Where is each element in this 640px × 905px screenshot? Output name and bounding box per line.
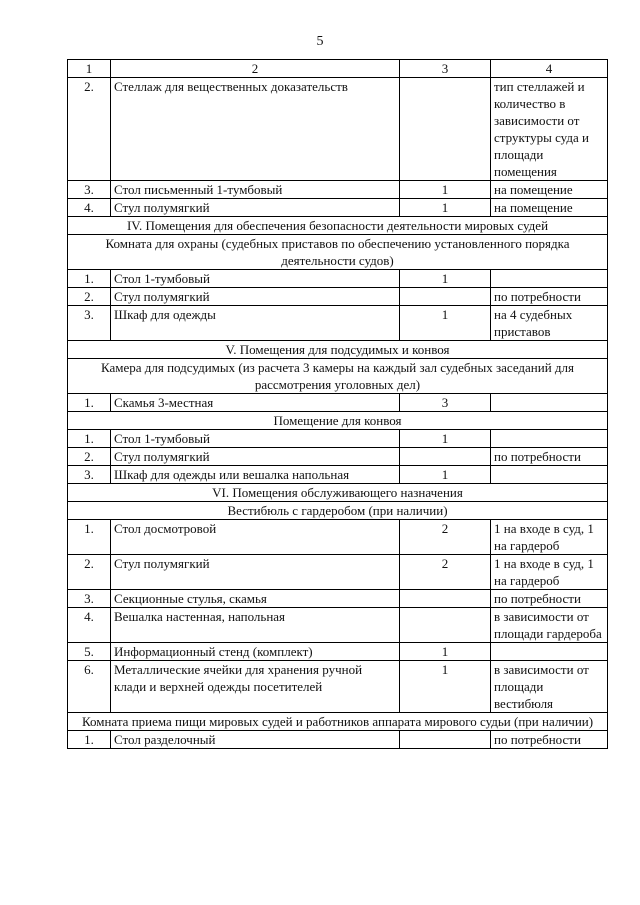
table-header-row: [68, 60, 608, 78]
section-heading: IV. Помещения для обеспечения безопасности деятельности мировых судей: [68, 217, 608, 235]
item-note: на помещение: [491, 199, 608, 217]
table-row: [68, 430, 608, 448]
row-number: 5.: [68, 643, 111, 661]
item-note: 1 на входе в суд, 1 на гардероб: [491, 555, 608, 590]
item-quantity: [400, 731, 491, 749]
item-note: [491, 270, 608, 288]
item-quantity: [400, 448, 491, 466]
item-name: Стол 1-тумбовый: [111, 270, 400, 288]
section-heading: Комната приема пищи мировых судей и работников аппарата мирового судьи (при наличии): [68, 713, 608, 731]
row-number: 3.: [68, 181, 111, 199]
table-row: [68, 270, 608, 288]
item-name: Стол письменный 1-тумбовый: [111, 181, 400, 199]
table-row: [68, 181, 608, 199]
table-row: [68, 466, 608, 484]
page-number: 5: [316, 34, 324, 49]
item-name: Металлические ячейки для хранения ручной клади и верхней одежды посетителей: [111, 661, 400, 713]
row-number: 1.: [68, 270, 111, 288]
item-note: по потребности: [491, 448, 608, 466]
section-heading: Вестибюль с гардеробом (при наличии): [68, 502, 608, 520]
table-row: [68, 448, 608, 466]
item-name: Стул полумягкий: [111, 555, 400, 590]
row-number: 1.: [68, 394, 111, 412]
item-note: в зависимости от площади гардероба: [491, 608, 608, 643]
item-quantity: [400, 608, 491, 643]
column-header: 2: [111, 60, 400, 78]
row-number: 4.: [68, 608, 111, 643]
section-heading-row: [68, 412, 608, 430]
item-note: по потребности: [491, 731, 608, 749]
table-row: [68, 661, 608, 713]
section-heading-row: [68, 235, 608, 270]
item-note: на 4 судебных приставов: [491, 306, 608, 341]
item-quantity: 1: [400, 199, 491, 217]
item-name: Стеллаж для вещественных доказательств: [111, 78, 400, 181]
row-number: 1.: [68, 731, 111, 749]
item-quantity: 1: [400, 270, 491, 288]
item-name: Шкаф для одежды или вешалка напольная: [111, 466, 400, 484]
section-heading-row: [68, 341, 608, 359]
table-row: [68, 288, 608, 306]
section-heading-row: [68, 359, 608, 394]
item-quantity: [400, 78, 491, 181]
table-row: [68, 555, 608, 590]
table-row: [68, 78, 608, 181]
item-note: [491, 394, 608, 412]
item-quantity: 1: [400, 181, 491, 199]
column-header: 3: [400, 60, 491, 78]
item-note: по потребности: [491, 590, 608, 608]
table-row: [68, 608, 608, 643]
table-row: [68, 199, 608, 217]
item-name: Стул полумягкий: [111, 448, 400, 466]
item-name: Стол досмотровой: [111, 520, 400, 555]
item-name: Секционные стулья, скамья: [111, 590, 400, 608]
section-heading-row: [68, 502, 608, 520]
item-note: тип стеллажей и количество в зависимости от структуры суда и площади помещения: [491, 78, 608, 181]
row-number: 4.: [68, 199, 111, 217]
item-note: по потребности: [491, 288, 608, 306]
row-number: 3.: [68, 590, 111, 608]
table-row: [68, 731, 608, 749]
item-name: Скамья 3-местная: [111, 394, 400, 412]
item-name: Шкаф для одежды: [111, 306, 400, 341]
row-number: 3.: [68, 466, 111, 484]
row-number: 6.: [68, 661, 111, 713]
section-heading: V. Помещения для подсудимых и конвоя: [68, 341, 608, 359]
row-number: 1.: [68, 430, 111, 448]
item-name: Стол 1-тумбовый: [111, 430, 400, 448]
item-note: в зависимости от площади вестибюля: [491, 661, 608, 713]
item-quantity: 3: [400, 394, 491, 412]
section-heading: Комната для охраны (судебных приставов по обеспечению установленного порядка деятельности судов): [68, 235, 608, 270]
row-number: 2.: [68, 448, 111, 466]
row-number: 3.: [68, 306, 111, 341]
item-quantity: 2: [400, 520, 491, 555]
item-quantity: 1: [400, 430, 491, 448]
row-number: 2.: [68, 288, 111, 306]
item-note: 1 на входе в суд, 1 на гардероб: [491, 520, 608, 555]
item-name: Стол разделочный: [111, 731, 400, 749]
column-header: 4: [491, 60, 608, 78]
section-heading: VI. Помещения обслуживающего назначения: [68, 484, 608, 502]
item-quantity: 1: [400, 661, 491, 713]
item-note: [491, 643, 608, 661]
row-number: 2.: [68, 555, 111, 590]
column-header: 1: [68, 60, 111, 78]
item-name: Вешалка настенная, напольная: [111, 608, 400, 643]
section-heading: Камера для подсудимых (из расчета 3 камеры на каждый зал судебных заседаний для рассмотрения уголовных дел): [68, 359, 608, 394]
table-row: [68, 520, 608, 555]
row-number: 1.: [68, 520, 111, 555]
item-quantity: 1: [400, 643, 491, 661]
table-row: [68, 306, 608, 341]
section-heading-row: [68, 484, 608, 502]
item-name: Стул полумягкий: [111, 199, 400, 217]
item-quantity: 2: [400, 555, 491, 590]
item-quantity: 1: [400, 466, 491, 484]
item-quantity: 1: [400, 306, 491, 341]
item-note: [491, 466, 608, 484]
item-quantity: [400, 590, 491, 608]
item-quantity: [400, 288, 491, 306]
item-name: Стул полумягкий: [111, 288, 400, 306]
section-heading: Помещение для конвоя: [68, 412, 608, 430]
item-note: на помещение: [491, 181, 608, 199]
table-row: [68, 394, 608, 412]
table-row: [68, 590, 608, 608]
row-number: 2.: [68, 78, 111, 181]
item-note: [491, 430, 608, 448]
section-heading-row: [68, 713, 608, 731]
section-heading-row: [68, 217, 608, 235]
item-name: Информационный стенд (комплект): [111, 643, 400, 661]
furniture-table: [67, 59, 608, 749]
table-row: [68, 643, 608, 661]
table-body: [68, 60, 608, 749]
